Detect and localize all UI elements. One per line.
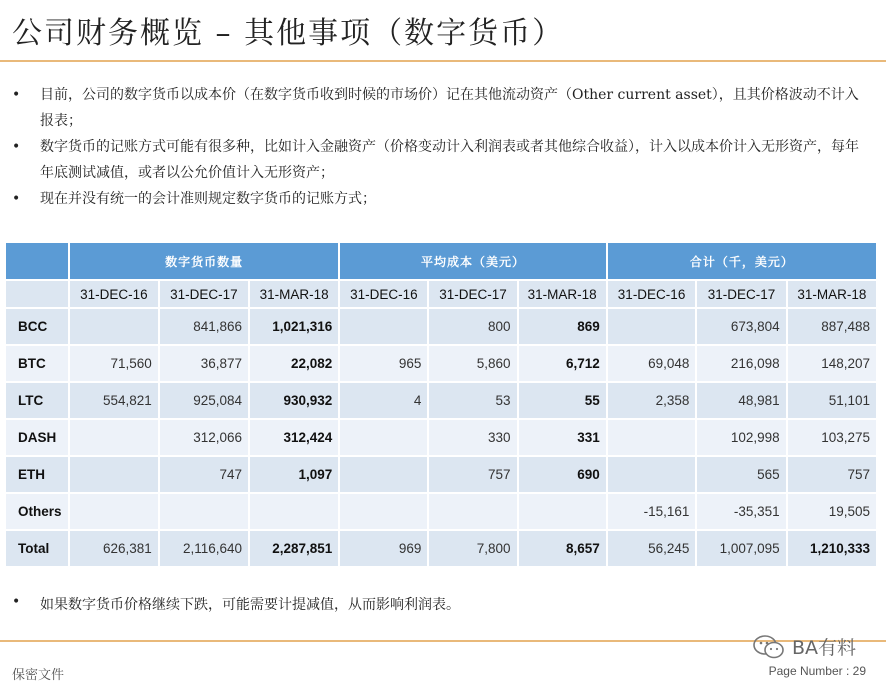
page-title: 公司财务概览 – 其他事项（数字货币） — [12, 16, 565, 51]
date-header: 31-DEC-17 — [429, 281, 516, 307]
table-cell — [608, 420, 696, 455]
watermark-text: BA有料 — [792, 637, 857, 659]
bullet-dot-icon: • — [12, 87, 21, 103]
table-cell — [429, 494, 516, 529]
group-header-total: 合计（千，美元） — [608, 243, 876, 279]
table-cell: 887,488 — [788, 309, 876, 344]
date-header: 31-DEC-17 — [697, 281, 785, 307]
table-cell: 2,116,640 — [160, 531, 248, 566]
table-cell: 102,998 — [697, 420, 785, 455]
table-cell: 330 — [429, 420, 516, 455]
table-cell: -15,161 — [608, 494, 696, 529]
table-corner-cell — [6, 281, 68, 307]
table-cell — [608, 309, 696, 344]
table-cell: 4 — [340, 383, 427, 418]
row-label: ETH — [6, 457, 68, 492]
row-label: DASH — [6, 420, 68, 455]
bullet-list — [10, 82, 870, 212]
table-cell: 565 — [697, 457, 785, 492]
table-cell: 841,866 — [160, 309, 248, 344]
table-cell: 1,021,316 — [250, 309, 338, 344]
table-cell: 757 — [788, 457, 876, 492]
table-cell — [340, 420, 427, 455]
table-cell: 312,424 — [250, 420, 338, 455]
table-cell — [70, 309, 158, 344]
wechat-icon — [752, 634, 786, 660]
table-cell: 53 — [429, 383, 516, 418]
table-cell: 554,821 — [70, 383, 158, 418]
table-cell: 148,207 — [788, 346, 876, 381]
bullet-dot-icon: • — [12, 139, 21, 155]
row-label: BTC — [6, 346, 68, 381]
table-cell: 869 — [519, 309, 606, 344]
date-header: 31-MAR-18 — [519, 281, 606, 307]
watermark — [752, 633, 856, 660]
table-cell — [340, 494, 427, 529]
table-cell: 331 — [519, 420, 606, 455]
table-cell: 51,101 — [788, 383, 876, 418]
bottom-bullet-text: 如果数字货币价格继续下跌，可能需要计提减值，从而影响利润表。 — [40, 597, 460, 613]
table-cell: 626,381 — [70, 531, 158, 566]
table-cell: 1,097 — [250, 457, 338, 492]
bottom-bullet — [10, 594, 460, 614]
table-cell: 800 — [429, 309, 516, 344]
table-cell: 925,084 — [160, 383, 248, 418]
page-number: Page Number : 29 — [768, 664, 866, 678]
row-label: Others — [6, 494, 68, 529]
table-cell: 673,804 — [697, 309, 785, 344]
table-cell: 48,981 — [697, 383, 785, 418]
table-cell: 22,082 — [250, 346, 338, 381]
date-header: 31-DEC-17 — [160, 281, 248, 307]
bullet-text: 数字货币的记账方式可能有很多种，比如计入金融资产（价格变动计入利润表或者其他综合收益），计入以成本价计入无形资产，每年年底测试减值，或者以公允价值计入无形资产； — [40, 139, 859, 181]
table-date-header-row — [6, 281, 876, 307]
table-row — [6, 383, 876, 418]
table-cell: 1,210,333 — [788, 531, 876, 566]
table-cell: 7,800 — [429, 531, 516, 566]
table-row — [6, 457, 876, 492]
table-cell — [519, 494, 606, 529]
table-cell: 69,048 — [608, 346, 696, 381]
table-cell: 6,712 — [519, 346, 606, 381]
footer-confidential: 保密文件 — [12, 668, 65, 683]
table-cell: 690 — [519, 457, 606, 492]
table-cell: 757 — [429, 457, 516, 492]
table-cell — [70, 494, 158, 529]
table-cell — [70, 420, 158, 455]
table-cell: 930,932 — [250, 383, 338, 418]
top-divider — [0, 60, 886, 62]
table-cell: 2,287,851 — [250, 531, 338, 566]
table-corner-cell — [6, 243, 68, 279]
bullet-item — [10, 186, 870, 212]
table-cell: 56,245 — [608, 531, 696, 566]
table-cell — [250, 494, 338, 529]
table-group-header-row — [6, 243, 876, 279]
table-cell: 71,560 — [70, 346, 158, 381]
group-header-quantity: 数字货币数量 — [70, 243, 338, 279]
table-cell: 747 — [160, 457, 248, 492]
table-cell: 1,007,095 — [697, 531, 785, 566]
table-cell: 36,877 — [160, 346, 248, 381]
bullet-dot-icon: • — [12, 594, 21, 610]
row-label: Total — [6, 531, 68, 566]
table-cell: 216,098 — [697, 346, 785, 381]
table-cell: 965 — [340, 346, 427, 381]
table-cell — [340, 457, 427, 492]
table-row — [6, 494, 876, 529]
row-label: BCC — [6, 309, 68, 344]
table-cell — [340, 309, 427, 344]
table-cell — [608, 457, 696, 492]
table-cell: 19,505 — [788, 494, 876, 529]
table-cell: 2,358 — [608, 383, 696, 418]
group-header-avg-cost: 平均成本（美元） — [340, 243, 605, 279]
bullet-text: 目前，公司的数字货币以成本价（在数字货币收到时候的市场价）记在其他流动资产（Other current asset），且其价格波动不计入报表； — [40, 87, 859, 129]
table-body — [6, 309, 876, 566]
table-row — [6, 420, 876, 455]
bullet-item — [10, 82, 870, 134]
table-row — [6, 531, 876, 566]
date-header: 31-MAR-18 — [250, 281, 338, 307]
bullet-dot-icon: • — [12, 191, 21, 207]
date-header: 31-DEC-16 — [608, 281, 696, 307]
date-header: 31-MAR-18 — [788, 281, 876, 307]
table-cell: -35,351 — [697, 494, 785, 529]
bullet-text: 现在并没有统一的会计准则规定数字货币的记账方式； — [40, 191, 376, 207]
table-cell: 312,066 — [160, 420, 248, 455]
table-row — [6, 309, 876, 344]
table-cell: 8,657 — [519, 531, 606, 566]
table-cell — [70, 457, 158, 492]
date-header: 31-DEC-16 — [70, 281, 158, 307]
table-cell: 55 — [519, 383, 606, 418]
table-cell: 103,275 — [788, 420, 876, 455]
table-row — [6, 346, 876, 381]
table-cell: 5,860 — [429, 346, 516, 381]
row-label: LTC — [6, 383, 68, 418]
date-header: 31-DEC-16 — [340, 281, 427, 307]
bullet-item — [10, 134, 870, 186]
crypto-holdings-table — [4, 241, 878, 568]
table-cell — [160, 494, 248, 529]
table-cell: 969 — [340, 531, 427, 566]
